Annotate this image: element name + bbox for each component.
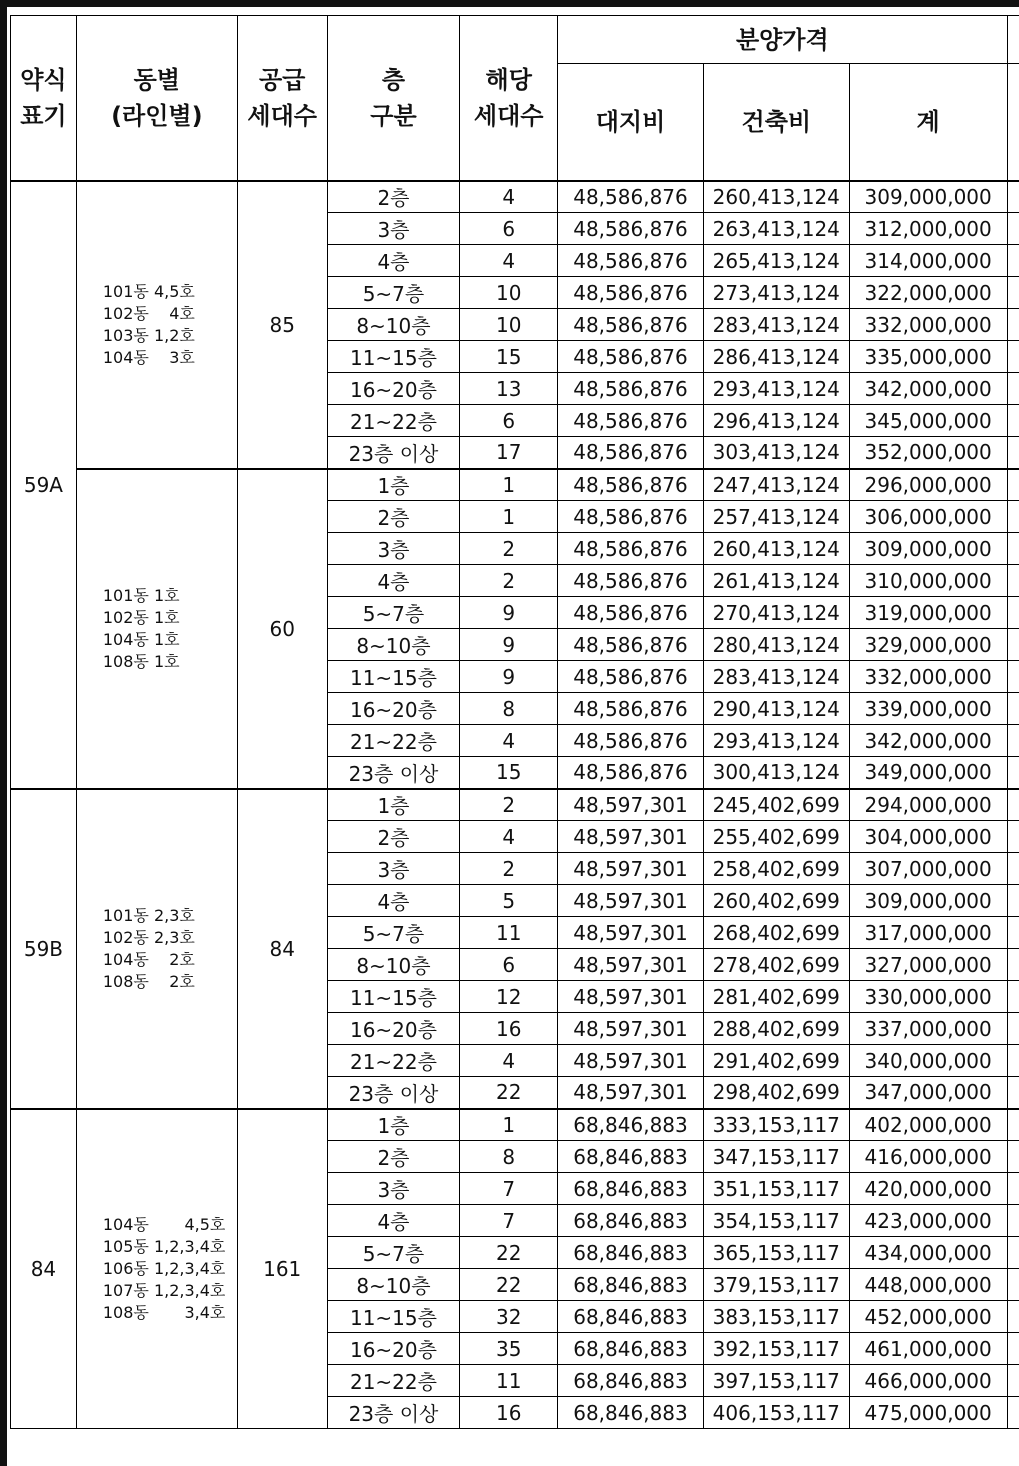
total-price-cell: 461,000,000 <box>849 1333 1007 1365</box>
cut-column-cell <box>1007 405 1019 437</box>
unit-count-cell: 1 <box>460 469 558 501</box>
total-price-cell: 332,000,000 <box>849 309 1007 341</box>
cut-column-cell <box>1007 277 1019 309</box>
unit-count-cell: 10 <box>460 277 558 309</box>
construction-cost-cell: 406,153,117 <box>703 1397 849 1429</box>
construction-cost-cell: 258,402,699 <box>703 853 849 885</box>
floor-cell: 16~20층 <box>327 693 460 725</box>
land-cost-cell: 68,846,883 <box>558 1141 704 1173</box>
total-price-cell: 339,000,000 <box>849 693 1007 725</box>
total-price-cell: 337,000,000 <box>849 1013 1007 1045</box>
land-cost-cell: 48,586,876 <box>558 341 704 373</box>
construction-cost-cell: 260,413,124 <box>703 533 849 565</box>
unit-count-cell: 15 <box>460 341 558 373</box>
cut-column-cell <box>1007 661 1019 693</box>
construction-cost-cell: 260,413,124 <box>703 181 849 213</box>
unit-count-cell: 4 <box>460 245 558 277</box>
construction-cost-cell: 291,402,699 <box>703 1045 849 1077</box>
header-supply-units: 공급 세대수 <box>237 16 327 181</box>
floor-cell: 5~7층 <box>327 277 460 309</box>
floor-cell: 4층 <box>327 885 460 917</box>
total-price-cell: 340,000,000 <box>849 1045 1007 1077</box>
total-price-cell: 304,000,000 <box>849 821 1007 853</box>
construction-cost-cell: 333,153,117 <box>703 1109 849 1141</box>
building-line-text: 104동 2호 <box>102 949 195 969</box>
total-price-cell: 402,000,000 <box>849 1109 1007 1141</box>
cut-column-cell <box>1007 1077 1019 1109</box>
header-building-line: 동별 (라인별) <box>76 16 237 181</box>
land-cost-cell: 48,586,876 <box>558 181 704 213</box>
land-cost-cell: 48,586,876 <box>558 501 704 533</box>
cut-column-cell <box>1007 1301 1019 1333</box>
unit-count-cell: 17 <box>460 437 558 469</box>
total-price-cell: 319,000,000 <box>849 597 1007 629</box>
floor-cell: 11~15층 <box>327 341 460 373</box>
unit-count-cell: 35 <box>460 1333 558 1365</box>
construction-cost-cell: 265,413,124 <box>703 245 849 277</box>
floor-cell: 5~7층 <box>327 1237 460 1269</box>
total-price-cell: 296,000,000 <box>849 469 1007 501</box>
floor-cell: 5~7층 <box>327 917 460 949</box>
total-price-cell: 312,000,000 <box>849 213 1007 245</box>
total-price-cell: 448,000,000 <box>849 1269 1007 1301</box>
unit-count-cell: 5 <box>460 885 558 917</box>
supply-count-cell: 84 <box>237 789 327 1109</box>
cut-column-cell <box>1007 917 1019 949</box>
building-line-text: 107동 1,2,3,4호 <box>102 1280 226 1300</box>
floor-cell: 23층 이상 <box>327 1397 460 1429</box>
total-price-cell: 330,000,000 <box>849 981 1007 1013</box>
land-cost-cell: 48,597,301 <box>558 1045 704 1077</box>
construction-cost-cell: 273,413,124 <box>703 277 849 309</box>
floor-cell: 2층 <box>327 821 460 853</box>
construction-cost-cell: 293,413,124 <box>703 725 849 757</box>
building-line-text: 106동 1,2,3,4호 <box>102 1258 226 1278</box>
cut-column-cell <box>1007 181 1019 213</box>
building-line-text: 102동 1호 <box>102 607 180 627</box>
building-line-text: 101동 2,3호 <box>102 905 195 925</box>
unit-count-cell: 6 <box>460 405 558 437</box>
floor-cell: 8~10층 <box>327 629 460 661</box>
building-line-text: 108동 1호 <box>102 651 180 671</box>
floor-cell: 8~10층 <box>327 949 460 981</box>
cut-column-cell <box>1007 1013 1019 1045</box>
land-cost-cell: 48,586,876 <box>558 757 704 789</box>
total-price-cell: 317,000,000 <box>849 917 1007 949</box>
unit-count-cell: 7 <box>460 1205 558 1237</box>
unit-count-cell: 16 <box>460 1397 558 1429</box>
total-price-cell: 345,000,000 <box>849 405 1007 437</box>
total-price-cell: 309,000,000 <box>849 533 1007 565</box>
cut-column-cell <box>1007 853 1019 885</box>
floor-cell: 4층 <box>327 565 460 597</box>
unit-count-cell: 2 <box>460 565 558 597</box>
construction-cost-cell: 351,153,117 <box>703 1173 849 1205</box>
floor-cell: 1층 <box>327 789 460 821</box>
cut-column-cell <box>1007 725 1019 757</box>
land-cost-cell: 48,586,876 <box>558 277 704 309</box>
construction-cost-cell: 283,413,124 <box>703 309 849 341</box>
cut-column-cell <box>1007 1109 1019 1141</box>
unit-count-cell: 9 <box>460 597 558 629</box>
land-cost-cell: 68,846,883 <box>558 1397 704 1429</box>
total-price-cell: 314,000,000 <box>849 245 1007 277</box>
total-price-cell: 452,000,000 <box>849 1301 1007 1333</box>
supply-count-cell: 85 <box>237 181 327 469</box>
total-price-cell: 475,000,000 <box>849 1397 1007 1429</box>
construction-cost-cell: 280,413,124 <box>703 629 849 661</box>
building-line-text: 108동 3,4호 <box>102 1302 226 1322</box>
construction-cost-cell: 397,153,117 <box>703 1365 849 1397</box>
header-cut-column <box>1007 16 1019 64</box>
construction-cost-cell: 347,153,117 <box>703 1141 849 1173</box>
land-cost-cell: 48,597,301 <box>558 1013 704 1045</box>
unit-count-cell: 8 <box>460 1141 558 1173</box>
building-line-text: 102동 4호 <box>102 303 195 323</box>
top-border-bar <box>0 0 1019 7</box>
cut-column-cell <box>1007 1205 1019 1237</box>
construction-cost-cell: 303,413,124 <box>703 437 849 469</box>
cut-column-cell <box>1007 1333 1019 1365</box>
table-row <box>11 1109 1019 1141</box>
land-cost-cell: 48,586,876 <box>558 725 704 757</box>
header-total-price: 계 <box>849 64 1007 181</box>
construction-cost-cell: 354,153,117 <box>703 1205 849 1237</box>
building-lines-cell <box>76 181 237 469</box>
floor-cell: 5~7층 <box>327 597 460 629</box>
unit-count-cell: 22 <box>460 1237 558 1269</box>
cut-column-cell <box>1007 981 1019 1013</box>
construction-cost-cell: 255,402,699 <box>703 821 849 853</box>
cut-column-cell <box>1007 885 1019 917</box>
floor-cell: 8~10층 <box>327 1269 460 1301</box>
floor-cell: 2층 <box>327 1141 460 1173</box>
total-price-cell: 306,000,000 <box>849 501 1007 533</box>
construction-cost-cell: 247,413,124 <box>703 469 849 501</box>
header-land-cost: 대지비 <box>558 64 704 181</box>
floor-cell: 3층 <box>327 1173 460 1205</box>
land-cost-cell: 48,586,876 <box>558 629 704 661</box>
cut-column-cell <box>1007 1237 1019 1269</box>
total-price-cell: 327,000,000 <box>849 949 1007 981</box>
construction-cost-cell: 245,402,699 <box>703 789 849 821</box>
land-cost-cell: 48,586,876 <box>558 245 704 277</box>
land-cost-cell: 48,597,301 <box>558 885 704 917</box>
total-price-cell: 335,000,000 <box>849 341 1007 373</box>
land-cost-cell: 48,586,876 <box>558 597 704 629</box>
cut-column-cell <box>1007 437 1019 469</box>
land-cost-cell: 48,597,301 <box>558 981 704 1013</box>
land-cost-cell: 68,846,883 <box>558 1237 704 1269</box>
header-type-abbr: 약식 표기 <box>11 16 77 181</box>
land-cost-cell: 48,586,876 <box>558 213 704 245</box>
construction-cost-cell: 298,402,699 <box>703 1077 849 1109</box>
total-price-cell: 347,000,000 <box>849 1077 1007 1109</box>
total-price-cell: 342,000,000 <box>849 725 1007 757</box>
cut-column-cell <box>1007 1045 1019 1077</box>
building-line-text: 104동 1호 <box>102 629 180 649</box>
sale-price-table <box>10 15 1019 1429</box>
total-price-cell: 294,000,000 <box>849 789 1007 821</box>
land-cost-cell: 48,586,876 <box>558 405 704 437</box>
land-cost-cell: 48,586,876 <box>558 437 704 469</box>
construction-cost-cell: 286,413,124 <box>703 341 849 373</box>
unit-count-cell: 4 <box>460 181 558 213</box>
floor-cell: 23층 이상 <box>327 437 460 469</box>
land-cost-cell: 48,597,301 <box>558 853 704 885</box>
floor-cell: 4층 <box>327 1205 460 1237</box>
construction-cost-cell: 263,413,124 <box>703 213 849 245</box>
cut-column-cell <box>1007 309 1019 341</box>
cut-column-cell <box>1007 693 1019 725</box>
floor-cell: 4층 <box>327 245 460 277</box>
total-price-cell: 420,000,000 <box>849 1173 1007 1205</box>
cut-column-cell <box>1007 821 1019 853</box>
header-unit-count: 해당 세대수 <box>460 16 558 181</box>
floor-cell: 1층 <box>327 1109 460 1141</box>
floor-cell: 21~22층 <box>327 1365 460 1397</box>
land-cost-cell: 48,597,301 <box>558 821 704 853</box>
unit-count-cell: 4 <box>460 1045 558 1077</box>
construction-cost-cell: 383,153,117 <box>703 1301 849 1333</box>
floor-cell: 11~15층 <box>327 981 460 1013</box>
building-line-text: 108동 2호 <box>102 971 195 991</box>
unit-count-cell: 22 <box>460 1077 558 1109</box>
unit-count-cell: 8 <box>460 693 558 725</box>
total-price-cell: 349,000,000 <box>849 757 1007 789</box>
land-cost-cell: 48,597,301 <box>558 949 704 981</box>
unit-count-cell: 15 <box>460 757 558 789</box>
land-cost-cell: 48,586,876 <box>558 661 704 693</box>
unit-count-cell: 9 <box>460 629 558 661</box>
total-price-cell: 309,000,000 <box>849 181 1007 213</box>
unit-count-cell: 13 <box>460 373 558 405</box>
unit-count-cell: 22 <box>460 1269 558 1301</box>
header-floor-range: 층 구분 <box>327 16 460 181</box>
building-lines-cell <box>76 469 237 789</box>
building-line-text: 102동 2,3호 <box>102 927 195 947</box>
building-line-text: 105동 1,2,3,4호 <box>102 1236 226 1256</box>
cut-column-cell <box>1007 1269 1019 1301</box>
floor-cell: 3층 <box>327 533 460 565</box>
header-cut-column <box>1007 64 1019 181</box>
floor-cell: 16~20층 <box>327 1333 460 1365</box>
cut-column-cell <box>1007 757 1019 789</box>
unit-count-cell: 11 <box>460 1365 558 1397</box>
header-construction-cost: 건축비 <box>703 64 849 181</box>
construction-cost-cell: 296,413,124 <box>703 405 849 437</box>
cut-column-cell <box>1007 597 1019 629</box>
total-price-cell: 332,000,000 <box>849 661 1007 693</box>
floor-cell: 3층 <box>327 853 460 885</box>
building-line-text: 104동 3호 <box>102 347 195 367</box>
floor-cell: 3층 <box>327 213 460 245</box>
floor-cell: 21~22층 <box>327 1045 460 1077</box>
construction-cost-cell: 290,413,124 <box>703 693 849 725</box>
total-price-cell: 309,000,000 <box>849 885 1007 917</box>
floor-cell: 11~15층 <box>327 661 460 693</box>
cut-column-cell <box>1007 1173 1019 1205</box>
floor-cell: 11~15층 <box>327 1301 460 1333</box>
total-price-cell: 342,000,000 <box>849 373 1007 405</box>
construction-cost-cell: 283,413,124 <box>703 661 849 693</box>
total-price-cell: 307,000,000 <box>849 853 1007 885</box>
unit-count-cell: 9 <box>460 661 558 693</box>
land-cost-cell: 68,846,883 <box>558 1269 704 1301</box>
cut-column-cell <box>1007 341 1019 373</box>
table-row <box>11 181 1019 213</box>
land-cost-cell: 48,586,876 <box>558 693 704 725</box>
construction-cost-cell: 261,413,124 <box>703 565 849 597</box>
cut-column-cell <box>1007 1141 1019 1173</box>
building-lines-cell <box>76 1109 237 1429</box>
land-cost-cell: 48,586,876 <box>558 533 704 565</box>
unit-count-cell: 4 <box>460 821 558 853</box>
unit-count-cell: 12 <box>460 981 558 1013</box>
unit-count-cell: 2 <box>460 789 558 821</box>
total-price-cell: 434,000,000 <box>849 1237 1007 1269</box>
unit-count-cell: 6 <box>460 949 558 981</box>
land-cost-cell: 48,586,876 <box>558 373 704 405</box>
unit-count-cell: 16 <box>460 1013 558 1045</box>
table-row <box>11 469 1019 501</box>
land-cost-cell: 68,846,883 <box>558 1205 704 1237</box>
land-cost-cell: 48,586,876 <box>558 565 704 597</box>
construction-cost-cell: 392,153,117 <box>703 1333 849 1365</box>
cut-column-cell <box>1007 469 1019 501</box>
unit-count-cell: 2 <box>460 533 558 565</box>
total-price-cell: 329,000,000 <box>849 629 1007 661</box>
construction-cost-cell: 365,153,117 <box>703 1237 849 1269</box>
floor-cell: 16~20층 <box>327 1013 460 1045</box>
cut-column-cell <box>1007 1365 1019 1397</box>
land-cost-cell: 68,846,883 <box>558 1301 704 1333</box>
table-row <box>11 789 1019 821</box>
cut-column-cell <box>1007 565 1019 597</box>
unit-count-cell: 6 <box>460 213 558 245</box>
land-cost-cell: 48,597,301 <box>558 789 704 821</box>
unit-count-cell: 32 <box>460 1301 558 1333</box>
type-code-cell: 59A <box>11 181 77 789</box>
building-line-text: 101동 4,5호 <box>102 281 195 301</box>
floor-cell: 8~10층 <box>327 309 460 341</box>
construction-cost-cell: 281,402,699 <box>703 981 849 1013</box>
construction-cost-cell: 278,402,699 <box>703 949 849 981</box>
construction-cost-cell: 260,402,699 <box>703 885 849 917</box>
cut-column-cell <box>1007 1397 1019 1429</box>
land-cost-cell: 68,846,883 <box>558 1109 704 1141</box>
total-price-cell: 466,000,000 <box>849 1365 1007 1397</box>
construction-cost-cell: 288,402,699 <box>703 1013 849 1045</box>
unit-count-cell: 2 <box>460 853 558 885</box>
construction-cost-cell: 300,413,124 <box>703 757 849 789</box>
left-border-bar <box>0 0 7 1466</box>
floor-cell: 2층 <box>327 501 460 533</box>
land-cost-cell: 68,846,883 <box>558 1365 704 1397</box>
floor-cell: 2층 <box>327 181 460 213</box>
floor-cell: 23층 이상 <box>327 1077 460 1109</box>
cut-column-cell <box>1007 245 1019 277</box>
land-cost-cell: 48,597,301 <box>558 1077 704 1109</box>
land-cost-cell: 68,846,883 <box>558 1173 704 1205</box>
floor-cell: 1층 <box>327 469 460 501</box>
floor-cell: 21~22층 <box>327 725 460 757</box>
cut-column-cell <box>1007 629 1019 661</box>
type-code-cell: 84 <box>11 1109 77 1429</box>
cut-column-cell <box>1007 213 1019 245</box>
land-cost-cell: 48,586,876 <box>558 309 704 341</box>
land-cost-cell: 68,846,883 <box>558 1333 704 1365</box>
unit-count-cell: 4 <box>460 725 558 757</box>
total-price-cell: 352,000,000 <box>849 437 1007 469</box>
floor-cell: 21~22층 <box>327 405 460 437</box>
cut-column-cell <box>1007 533 1019 565</box>
land-cost-cell: 48,586,876 <box>558 469 704 501</box>
building-line-text: 103동 1,2호 <box>102 325 195 345</box>
unit-count-cell: 7 <box>460 1173 558 1205</box>
total-price-cell: 423,000,000 <box>849 1205 1007 1237</box>
construction-cost-cell: 268,402,699 <box>703 917 849 949</box>
unit-count-cell: 1 <box>460 1109 558 1141</box>
floor-cell: 23층 이상 <box>327 757 460 789</box>
construction-cost-cell: 257,413,124 <box>703 501 849 533</box>
total-price-cell: 416,000,000 <box>849 1141 1007 1173</box>
cut-column-cell <box>1007 373 1019 405</box>
building-line-text: 101동 1호 <box>102 585 180 605</box>
unit-count-cell: 1 <box>460 501 558 533</box>
unit-count-cell: 10 <box>460 309 558 341</box>
unit-count-cell: 11 <box>460 917 558 949</box>
construction-cost-cell: 379,153,117 <box>703 1269 849 1301</box>
header-sale-price-group: 분양가격 <box>558 16 1007 64</box>
building-line-text: 104동 4,5호 <box>102 1214 226 1234</box>
supply-count-cell: 161 <box>237 1109 327 1429</box>
building-lines-cell <box>76 789 237 1109</box>
cut-column-cell <box>1007 501 1019 533</box>
total-price-cell: 310,000,000 <box>849 565 1007 597</box>
cut-column-cell <box>1007 949 1019 981</box>
cut-column-cell <box>1007 789 1019 821</box>
construction-cost-cell: 293,413,124 <box>703 373 849 405</box>
floor-cell: 16~20층 <box>327 373 460 405</box>
land-cost-cell: 48,597,301 <box>558 917 704 949</box>
construction-cost-cell: 270,413,124 <box>703 597 849 629</box>
type-code-cell: 59B <box>11 789 77 1109</box>
total-price-cell: 322,000,000 <box>849 277 1007 309</box>
supply-count-cell: 60 <box>237 469 327 789</box>
